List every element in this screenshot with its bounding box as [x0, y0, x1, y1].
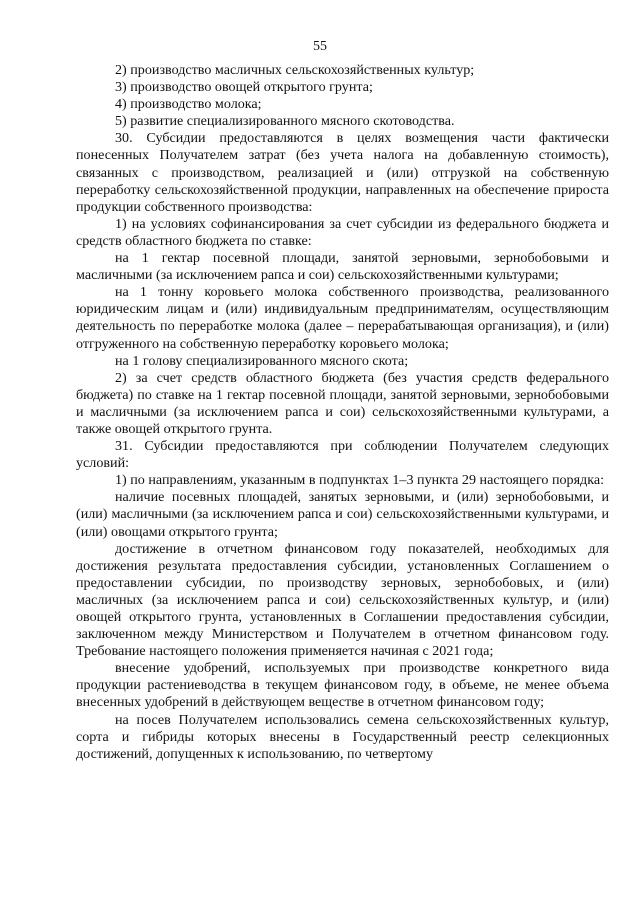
- paragraph-item-2: 2) производство масличных сельскохозяйственных культур;: [115, 62, 475, 78]
- paragraph-condition-seeds: на посев Получателем использовались семена сельскохозяйственных культур, сорта и гибриды которых внесены в Государственный реестр селекционных достижений, допущенных к использованию, по четвертому: [76, 711, 609, 762]
- paragraph-clause-30: 30. Субсидии предоставляются в целях возмещения части фактически понесенных Получателем затрат (без учета налога на добавленную стоимость), связанных с производством, реализацией и (или) отгрузкой на собственную переработку сельскохозяйственной продукции, направленных на обеспечение прироста продукции собственного производства:: [76, 130, 609, 215]
- paragraph-condition-1: 1) по направлениям, указанным в подпунктах 1–3 пункта 29 настоящего порядка:: [115, 472, 605, 489]
- paragraph-subclause-2: 2) за счет средств областного бюджета (без участия средств федерального бюджета) по ставке на 1 гектар посевной площади, занятой зерновыми, зернобобовыми и масличными (за исключением рапса и сои) сельскохозяйственными культурами, а также овощей открытого грунта.: [76, 369, 609, 437]
- paragraph-item-5: 5) развитие специализированного мясного скотоводства.: [115, 113, 455, 130]
- paragraph-clause-31: 31. Субсидии предоставляются при соблюдении Получателем следующих условий:: [76, 438, 609, 472]
- paragraph-condition-areas: наличие посевных площадей, занятых зерновыми, и (или) зернобобовыми, и (или) масличными (за исключением рапса и сои) сельскохозяйственными культурами, и (или) овощами открытого грунта;: [76, 489, 609, 540]
- paragraph-item-3: 3) производство овощей открытого грунта;: [115, 79, 373, 96]
- paragraph-rate-hectare: на 1 гектар посевной площади, занятой зерновыми, зернобобовыми и масличными (за исключением рапса и сои) сельскохозяйственными культурами;: [76, 250, 609, 284]
- page-number: 55: [313, 39, 327, 54]
- paragraph-condition-results: достижение в отчетном финансовом году показателей, необходимых для достижения результата предоставления субсидии, установленных Соглашением о предоставлении субсидии, по производству зерновых, зернобобовых, и (или) масличных (за исключением рапса и сои) сельскохозяйственных культур, и (или) овощей открытого грунта, установленных в Соглашении предоставления субсидии, заключенном между Министерством и Получателем в отчетном финансовом году. Требование настоящего положения применяется начиная с 2021 года;: [76, 540, 609, 660]
- paragraph-rate-cattle: на 1 голову специализированного мясного скота;: [115, 352, 409, 369]
- paragraph-rate-milk: на 1 тонну коровьего молока собственного производства, реализованного юридическим лицам и (или) индивидуальным предпринимателям, осуществляющим деятельность по переработке молока (далее – перерабатывающая организация), и (или) отгруженного на собственную переработку коровьего молока;: [76, 284, 609, 352]
- paragraph-item-4: 4) производство молока;: [115, 96, 262, 113]
- paragraph-condition-fertilizers: внесение удобрений, используемых при производстве конкретного вида продукции растениеводства в текущем финансовом году, в объеме, не менее объема внесенных удобрений в действующем веществе в отчетном финансовом году;: [76, 660, 609, 711]
- document-body: [76, 62, 609, 763]
- paragraph-subclause-1: 1) на условиях софинансирования за счет субсидии из федерального бюджета и средств областного бюджета по ставке:: [76, 215, 609, 249]
